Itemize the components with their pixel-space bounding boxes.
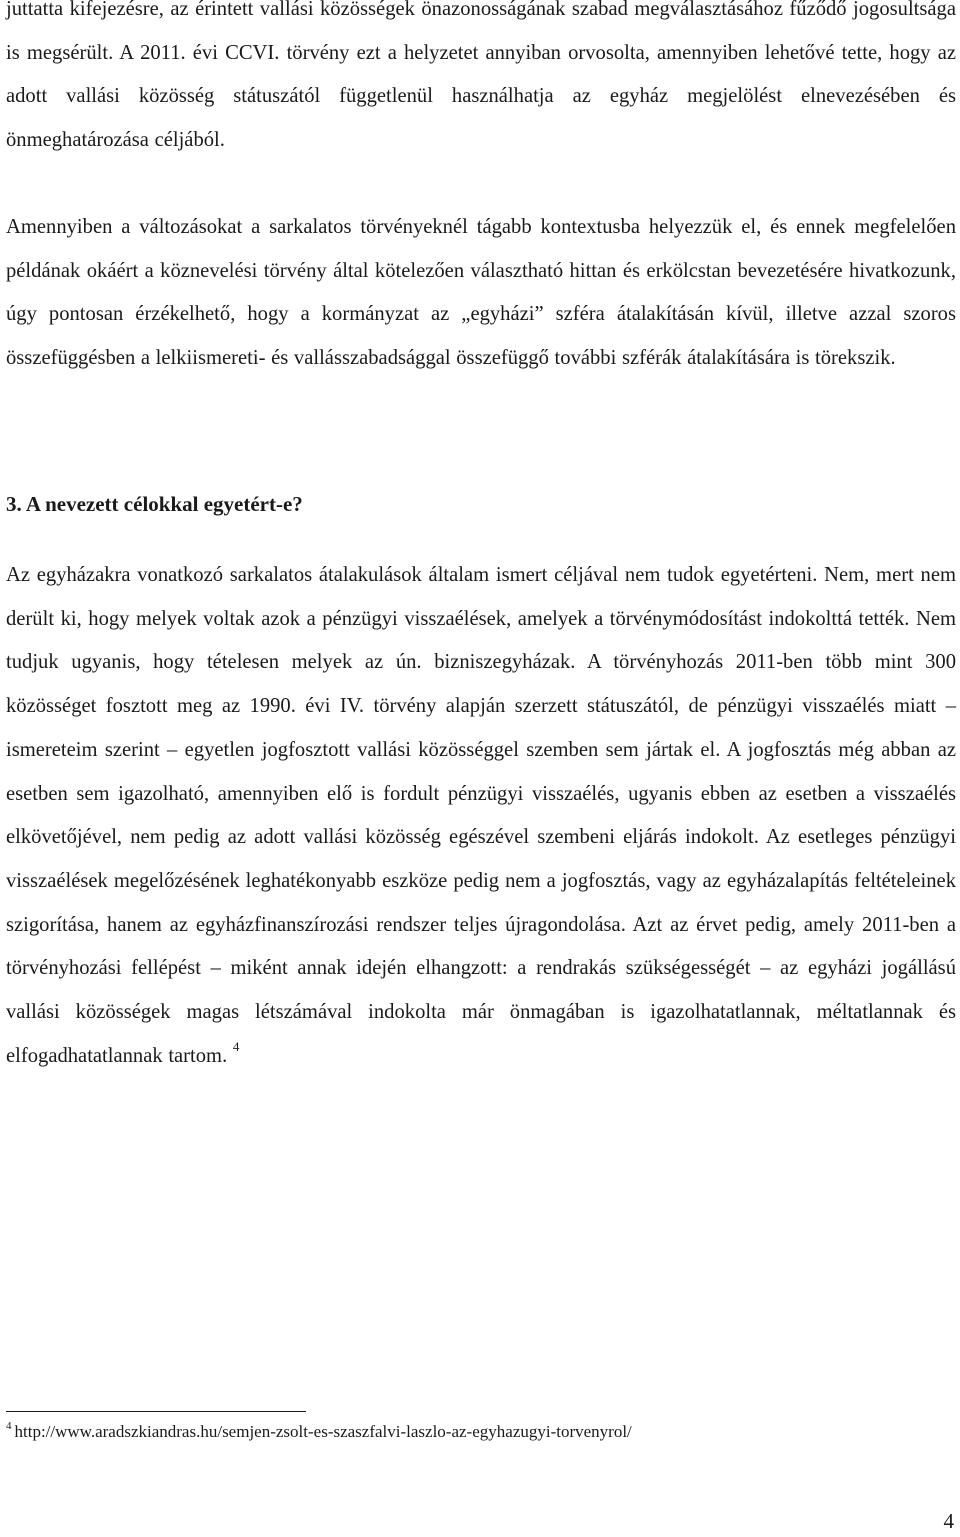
footnote-number: 4 [6, 1420, 12, 1432]
paragraph-1: juttatta kifejezésre, az érintett vallási közösségek önazonosságának szabad megválasztásához fűződő jogosultsága is megsérült. A 2011. évi CCVI. törvény ezt a helyzetet annyiban orvosolta, amennyiben lehetővé tette, hogy az adott vallási közösség státuszától függetlenül használhatja az egyház megjelölést elnevezésében és önmeghatározása céljából. [6, 0, 956, 151]
paragraph-3 [6, 554, 956, 1078]
footnote-link[interactable]: http://www.aradszkiandras.hu/semjen-zsolt-es-szaszfalvi-laszlo-az-egyhazugyi-torvenyrol/ [14, 1422, 632, 1441]
paragraph-2: Amennyiben a változásokat a sarkalatos törvényeknél tágabb kontextusba helyezzük el, és ennek megfelelően példának okáért a köznevelési törvény által kötelezően választható hittan és erkölcstan bevezetésére hivatkozunk, úgy pontosan érzékelhető, hogy a kormányzat az „egyházi” szféra átalakításán kívül, illetve azzal szoros összefüggésben a lelkiismereti- és vallásszabadsággal összefüggő további szférák átalakítására is törekszik. [6, 216, 956, 369]
section-heading: 3. A nevezett célokkal egyetért-e? [6, 492, 303, 516]
footnote-separator [6, 1411, 306, 1412]
page-number: 4 [943, 1509, 954, 1533]
footnote [6, 1418, 632, 1446]
footnote-reference[interactable]: 4 [232, 1038, 240, 1054]
paragraph-3-text: Az egyházakra vonatkozó sarkalatos átalakulások általam ismert céljával nem tudok egyetérteni. Nem, mert nem derült ki, hogy melyek voltak azok a pénzügyi visszaélések, amelyek a törvénymódosítást indokolttá tették. Nem tudjuk ugyanis, hogy tételesen melyek az ún. bizniszegyházak. A törvényhozás 2011-ben több mint 300 közösséget fosztott meg az 1990. évi IV. törvény alapján szerzett státuszától, de pénzügyi visszaélés miatt – ismereteim szerint – egyetlen jogfosztott vallási közösséggel szemben sem jártak el. A jogfosztás még abban az esetben sem igazolható, amennyiben elő is fordult pénzügyi visszaélés, ugyanis ebben az esetben a visszaélés elkövetőjével, nem pedig az adott vallási közösség egészével szembeni eljárás indokolt. Az esetleges pénzügyi visszaélések megelőzésének leghatékonyabb eszköze pedig nem a jogfosztás, vagy az egyházalapítás feltételeinek szigorítása, hanem az egyházfinanszírozási rendszer teljes újragondolása. Azt az érvet pedig, amely 2011-ben a törvényhozási fellépést – miként annak idején elhangzott: a rendrakás szükségességét – az egyházi jogállású vallási közösségek magas létszámával indokolta már önmagában is igazolhatatlannak, méltatlannak és elfogadhatatlannak tartom. [6, 564, 956, 1067]
